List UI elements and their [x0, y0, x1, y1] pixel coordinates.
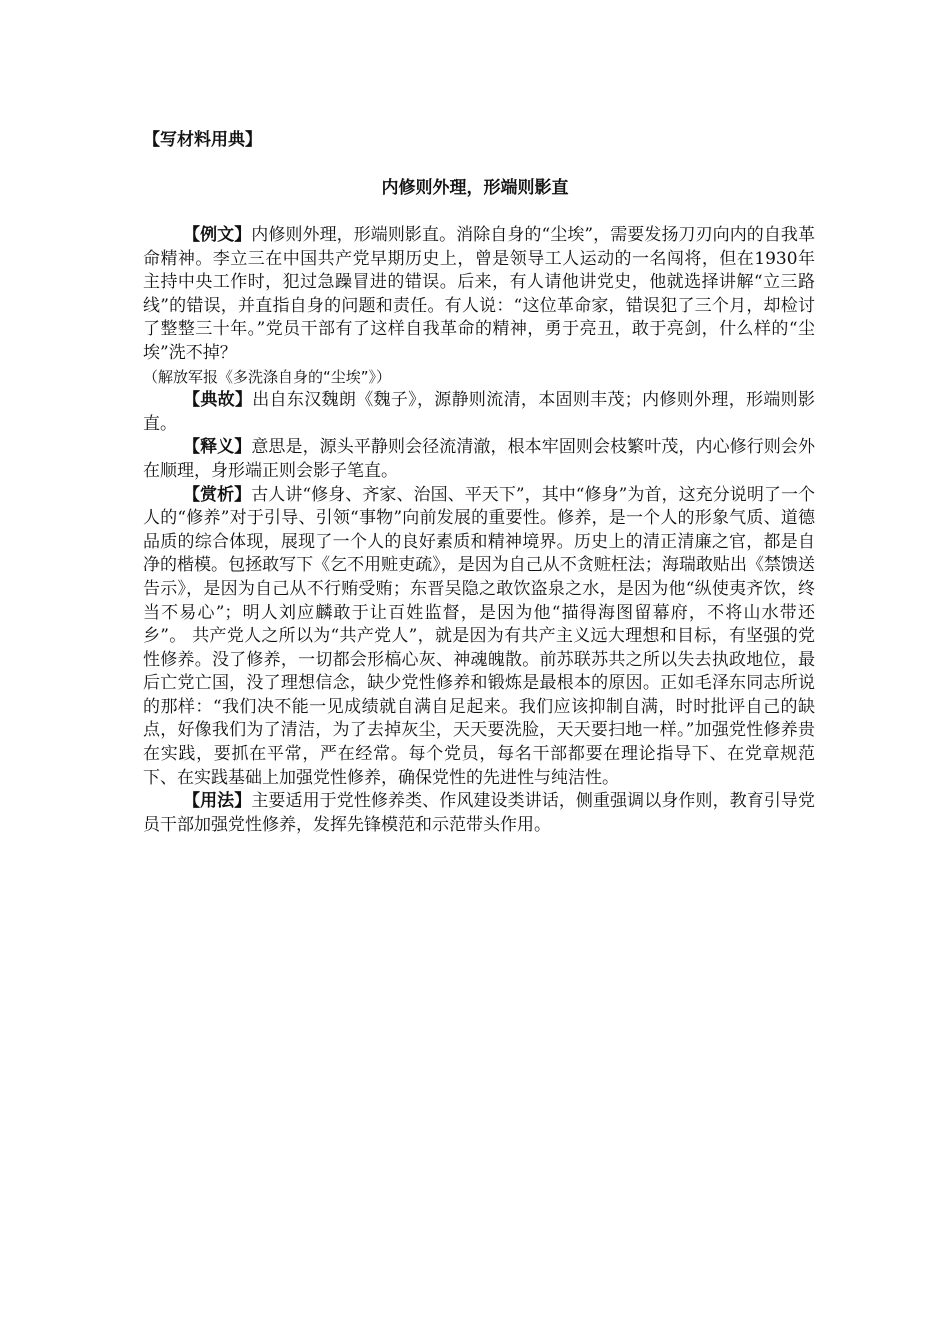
- paragraph-label: 【赏析】: [183, 484, 252, 505]
- paragraph-text: 主要适用于党性修养类、作风建设类讲话，侧重强调以身作则，教育引导党员干部加强党性修养，发挥先锋模范和示范带头作用。: [143, 791, 816, 835]
- article-body: [143, 224, 815, 837]
- paragraph-label: 【典故】: [183, 390, 253, 411]
- section-tag: 【写材料用典】: [143, 130, 262, 150]
- paragraph-analysis: [143, 484, 815, 791]
- paragraph-meaning: [143, 436, 815, 483]
- paragraph-text: 内修则外理，形端则影直。消除自身的“尘埃”，需要发扬刀刃向内的自我革命精神。李立三在中国共产党早期历史上，曾是领导工人运动的一名闯将，但在1930年主持中央工作时，犯过急躁冒进的错误。后来，有人请他讲党史，他就选择讲解“立三路线”的错误，并直指自身的问题和责任。有人说：“这位革命家，错误犯了三个月，却检讨了整整三十年。”党员干部有了这样自我革命的精神，勇于亮丑，敢于亮剑，什么样的“尘埃”洗不掉？: [143, 225, 816, 363]
- article-title: 内修则外理，形端则影直: [381, 178, 569, 198]
- paragraph-label: 【用法】: [183, 791, 252, 812]
- paragraph-text: 意思是，源头平静则会径流清澈，根本牢固则会枝繁叶茂，内心修行则会外在顺理，身形端正则会影子笔直。: [143, 437, 816, 481]
- paragraph-text: 古人讲“修身、齐家、治国、平天下”，其中“修身”为首，这充分说明了一个人的“修养”对于引导、引领“事物”向前发展的重要性。修养，是一个人的形象气质、道德品质的综合体现，展现了一个人的良好素质和精神境界。历史上的清正清廉之官，都是自净的楷模。包拯敢写下《乞不用赃吏疏》，是因为自己从不贪赃枉法；海瑞敢贴出《禁馈送告示》，是因为自己从不行贿受贿；东晋吴隐之敢饮盗泉之水，是因为他“纵使夷齐饮，终当不易心”；明人刘应麟敢于让百姓监督，是因为他“描得海图留幕府，不将山水带还乡”。 共产党人之所以为“共产党人”，就是因为有共产主义远大理想和目标，有坚强的党性修养。没了修养，一切都会形槁心灰、神魂魄散。前苏联苏共之所以失去执政地位，最后亡党亡国，没了理想信念，缺少党性修养和锻炼是最根本的原因。正如毛泽东同志所说的那样：“我们决不能一见成绩就自满自足起来。我们应该抑制自满，时时批评自己的缺点，好像我们为了清洁，为了去掉灰尘，天天要洗脸，天天要扫地一样。”加强党性修养贵在实践，要抓在平常，严在经常。每个党员，每名干部都要在理论指导下、在党章规范下、在实践基础上加强党性修养，确保党性的先进性与纯洁性。: [143, 484, 816, 788]
- paragraph-usage: [143, 790, 815, 837]
- source-citation: （解放军报《多洗涤自身的“尘埃”》）: [143, 367, 392, 386]
- paragraph-text: 出自东汉魏朗《魏子》，源静则流清，本固则丰茂；内修则外理，形端则影直。: [143, 390, 816, 434]
- paragraph-label: 【释义】: [183, 437, 252, 458]
- paragraph-label: 【例文】: [183, 225, 252, 245]
- paragraph-allusion: [143, 389, 815, 436]
- paragraph-example: [143, 224, 815, 389]
